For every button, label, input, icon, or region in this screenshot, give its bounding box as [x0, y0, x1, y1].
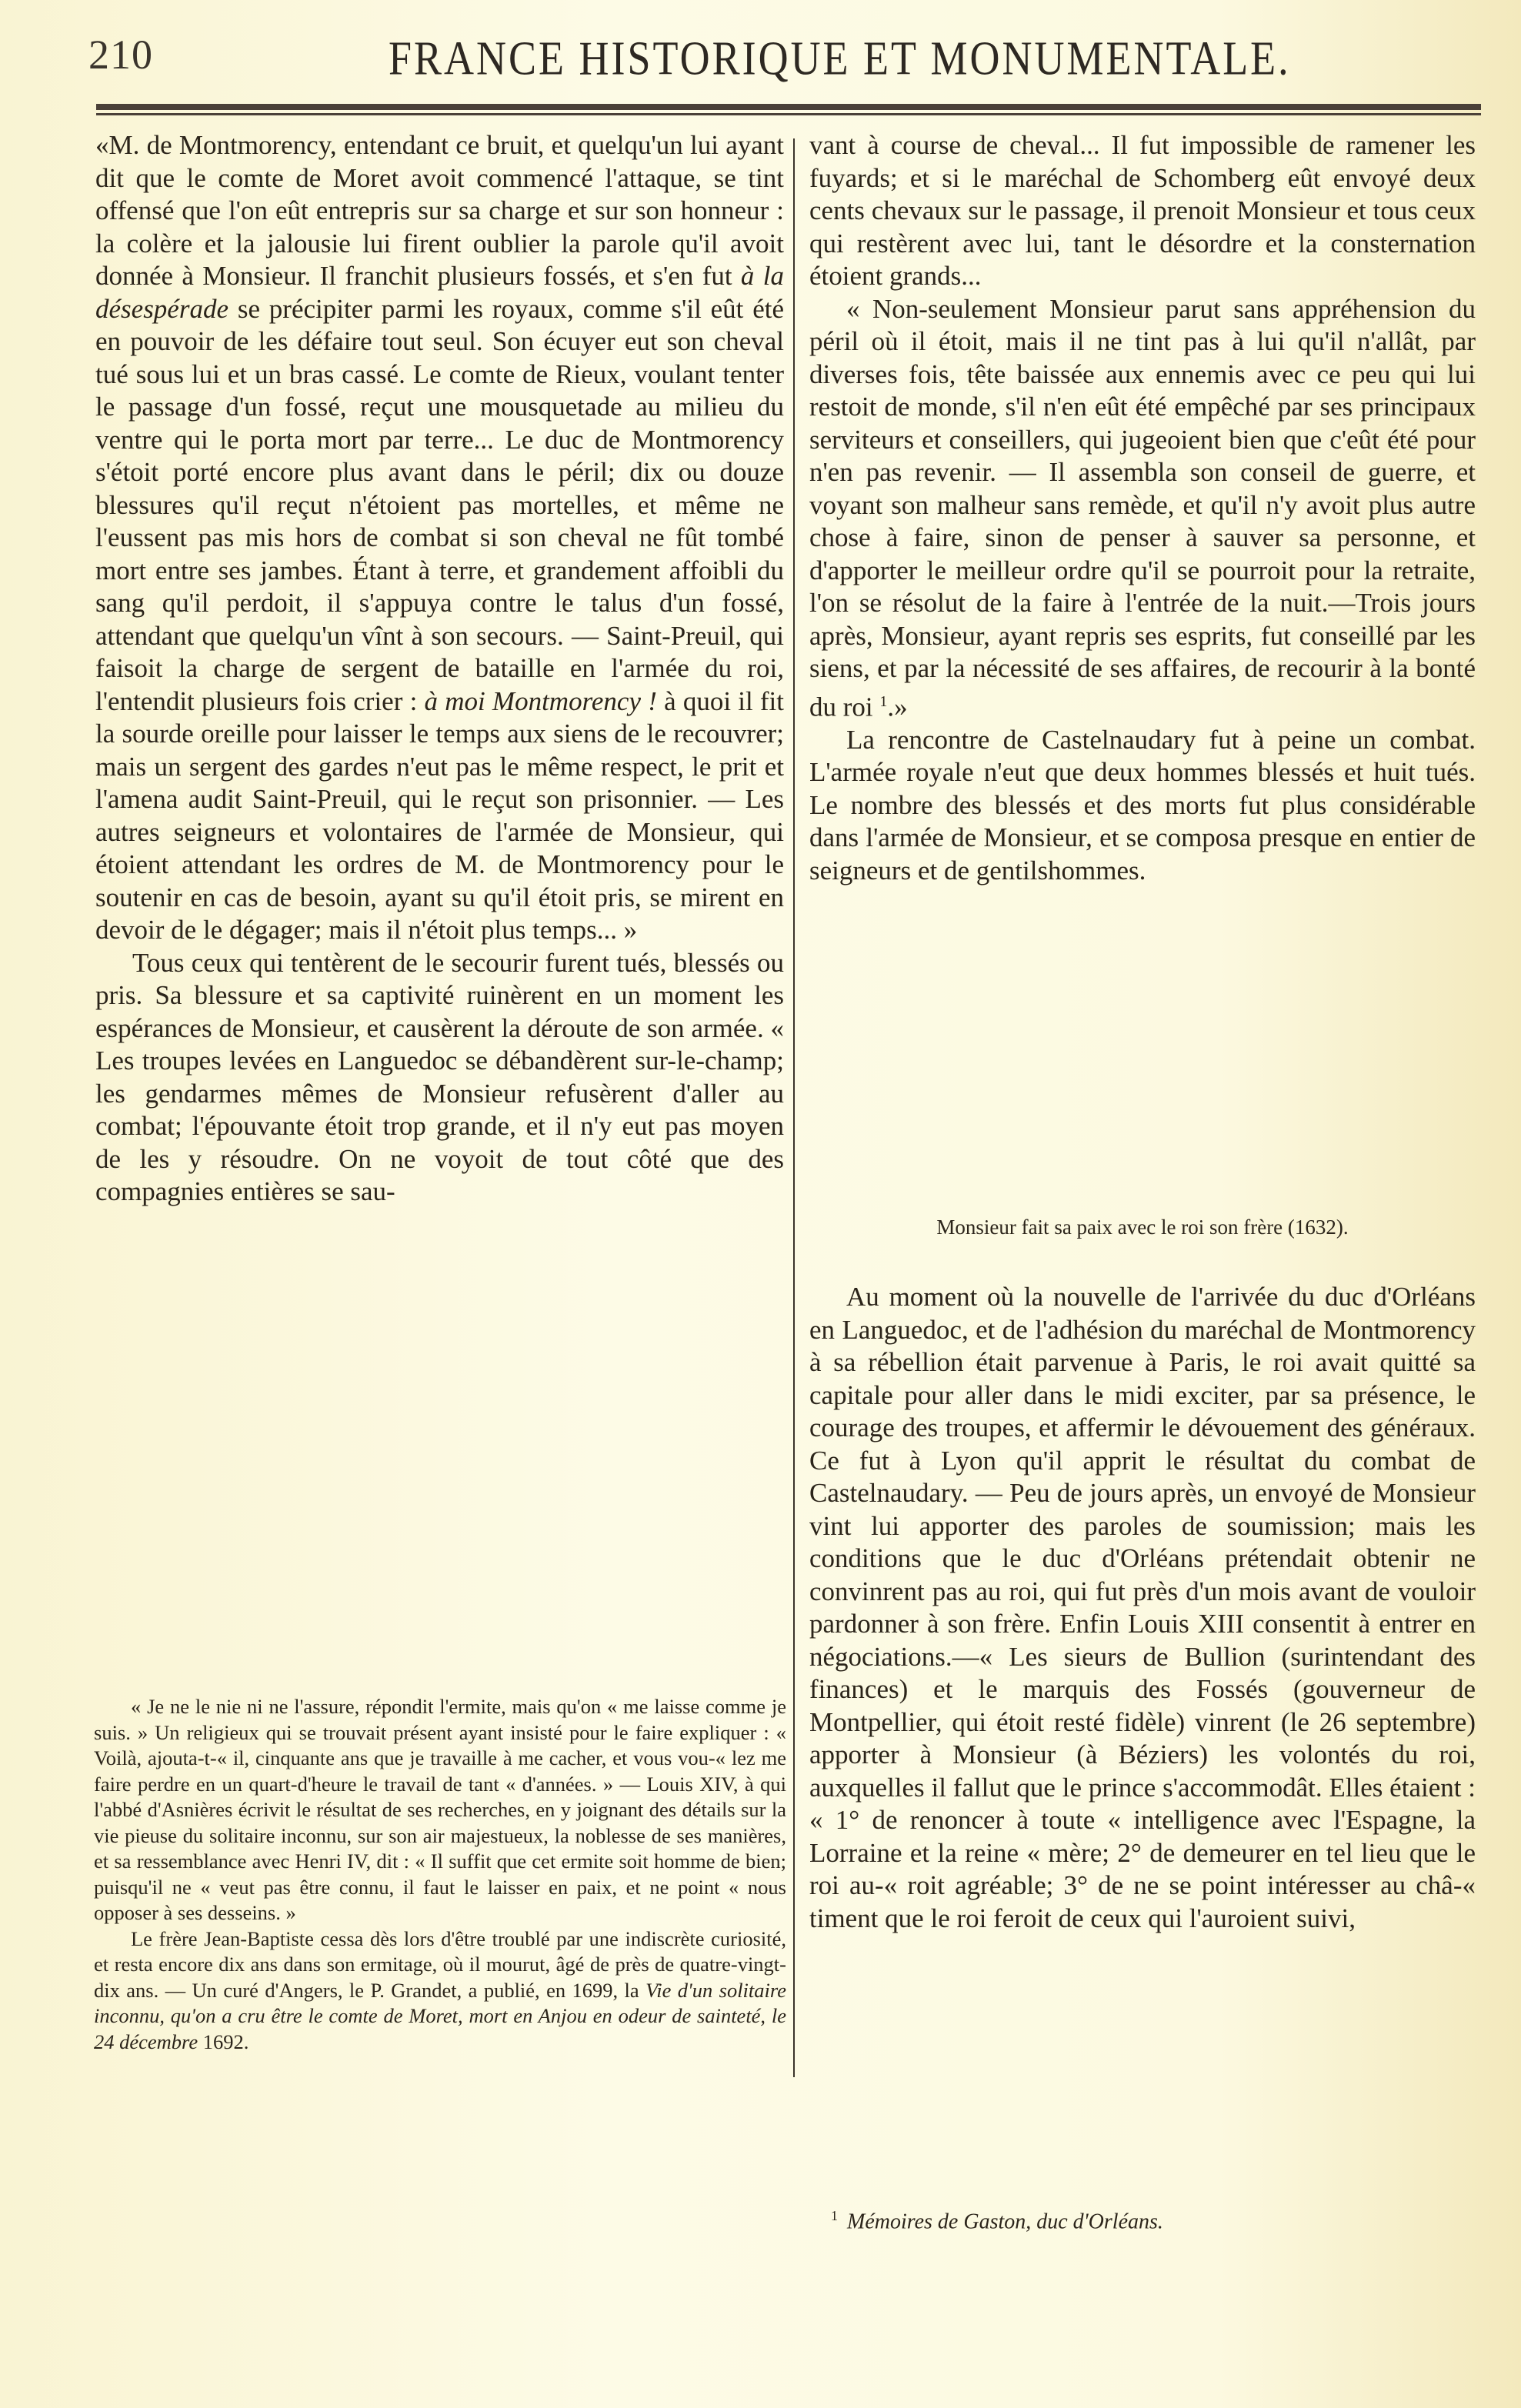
footnote-paragraph: Le frère Jean-Baptiste cessa dès lors d'être troublé par une indiscrète curiosité, et resta encore dix ans dans son ermitage, où il mourut, âgé de près de quatre-vingt-dix ans. — Un curé d'Angers, le P. Grandet, a publié, en 1699, la Vie d'un solitaire inconnu, qu'on a cru être le comte de Moret, mort en Anjou en odeur de sainteté, le 24 décembre 1692. [94, 1926, 786, 2053]
paragraph: « Non-seulement Monsieur parut sans appréhension du péril où il étoit, mais il ne tint pas à lui qu'il n'allât, par diverses fois, tête baissée aux ennemis avec ce peu qui lui restoit de monde, s'il n'en eût été empêché par ses principaux serviteurs et conseillers, qui jugeoient bien que c'eût été pour n'en pas revenir. — Il assembla son conseil de guerre, et voyant son malheur sans remède, et qu'il n'y avoit plus autre chose à faire, sinon de penser à sauver sa personne, et d'apporter le meilleur ordre qu'il se pourroit pour la retraite, l'on se résolut de la faire à l'entrée de la nuit.—Trois jours après, Monsieur, ayant repris ses esprits, fut conseillé par les siens, et par la nécessité de ses affaires, de recourir à la bonté du roi $^1$.» [809, 293, 1476, 722]
right-column-continued [809, 1281, 1476, 1935]
paragraph: «M. de Montmorency, entendant ce bruit, et quelqu'un lui ayant dit que le comte de Moret avoit commencé l'attaque, se tint offensé que l'on eût entrepris sur sa charge et sur son honneur : la colère et la jalousie lui firent oublier la parole qu'il avoit donnée à Monsieur. Il franchit plusieurs fossés, et s'en fut à la désespérade se précipiter parmi les royaux, comme s'il eût été en pouvoir de les défaire tout seul. Son écuyer eut son cheval tué sous lui et un bras cassé. Le comte de Rieux, voulant tenter le passage d'un fossé, reçut une mousquetade au milieu du ventre qui le porta mort par terre... Le duc de Montmorency s'étoit porté encore plus avant dans le péril; dix ou douze blessures qu'il reçut n'étoient pas mortelles, et même ne l'eussent pas mis hors de combat si son cheval ne fût tombé mort entre ses jambes. Étant à terre, et grandement affoibli du sang qu'il perdoit, il s'appuya contre le talus d'un fossé, attendant que quelqu'un vînt à son secours. — Saint-Preuil, qui faisoit la charge de sergent de bataille en l'armée du roi, l'entendit plusieurs fois crier : à moi Montmorency ! à quoi il fit la sourde oreille pour laisser le temps aux siens de le recouvrer; mais un sergent des gardes n'eut pas le même respect, le prit et l'amena audit Saint-Preuil, qui le reçut son prisonnier. — Les autres seigneurs et volontaires de l'armée de Monsieur, qui étoient attendant les ordres de M. de Montmorency pour le soutenir en cas de besoin, ayant su qu'il étoit pris, se mirent en devoir de le dégager; mais il n'étoit plus temps... » [95, 130, 785, 945]
header-rule-thin [96, 113, 1481, 115]
right-column [809, 129, 1476, 887]
paragraph: Au moment où la nouvelle de l'arrivée du duc d'Orléans en Languedoc, et de l'adhésion du maréchal de Montmorency à sa rébellion était parvenue à Paris, le roi avait quitté sa capitale pour aller dans le midi exciter, par sa présence, le courage des troupes, et affermir le dévouement des généraux. Ce fut à Lyon qu'il apprit le résultat du combat de Castelnaudary. — Peu de jours après, un envoyé de Monsieur vint lui apporter des paroles de soumission; mais les conditions que le duc d'Orléans prétendait obtenir ne convinrent pas au roi, qui fut près d'un mois avant de vouloir pardonner à son frère. Enfin Louis XIII consentit à entrer en négociations.—« Les sieurs de Bullion (surintendant des finances) et le marquis des Fossés (gouverneur de Montpellier, qui étoit resté fidèle) vinrent (le 26 septembre) apporter à Monsieur (à Béziers) les volontés du roi, auxquelles il fallut que le prince s'accommodât. Elles étaient : « 1° de renoncer à toute « intelligence avec l'Espagne, la Lorraine et la reine « mère; 2° de demeurer en tel lieu que le roi au-« roit agréable; 3° de ne se point intéresser au châ-« timent que le roi feroit de ceux qui l'auroient suivi, [809, 1282, 1476, 1933]
left-column [95, 129, 784, 1209]
footnote-text: Mémoires de Gaston, duc d'Orléans. [847, 2210, 1163, 2234]
paragraph: vant à course de cheval... Il fut impossible de ramener les fuyards; et si le maréchal de Schomberg eût envoyé deux cents chevaux sur le passage, il prenoit Monsieur et tous ceux qui restèrent avec lui, tant le désordre et la consternation étoient grands... [809, 130, 1476, 291]
column-divider [793, 138, 795, 2077]
paragraph: La rencontre de Castelnaudary fut à peine un combat. L'armée royale n'eut que deux hommes blessés et huit tués. Le nombre des blessés et des morts fut plus considérable dans l'armée de Monsieur, et se composa presque en entier de seigneurs et de gentilshommes. [809, 724, 1476, 885]
left-footnotes [94, 1694, 786, 2055]
book-title: Vie d'un solitaire inconnu, qu'on a cru être le comte de Moret, mort en Anjou en odeur de sainteté, le 24 décembre [94, 1978, 786, 2053]
footnote-paragraph: « Je ne le nie ni ne l'assure, répondit l'ermite, mais qu'on « me laisse comme je suis. » Un religieux qui se trouvait présent ayant insisté pour le faire expliquer : « Voilà, ajouta-t-« il, cinquante ans que je travaille à me cacher, et vous vou-« lez me faire perdre en un quart-d'heure le travail de tant « d'années. » — Louis XIV, à qui l'abbé d'Asnières écrivit le résultat de ses recherches, en y joignant des détails sur la vie pieuse du solitaire inconnu, sur son air majestueux, la noblesse de ses manières, et sa ressemblance avec Henri IV, dit : « Il suffit que cet ermite soit homme de bien; puisqu'il ne « veut pas être connu, il faut le laisser en paix, et ne point « nous opposer à ses desseins. » [94, 1695, 786, 1924]
section-heading: Monsieur fait sa paix avec le roi son frère (1632). [936, 1216, 1349, 1239]
footnote-reference[interactable]: 1 [879, 692, 888, 710]
italic-phrase: à moi Montmorency ! [424, 685, 657, 716]
page-number: 210 [88, 32, 153, 78]
page-header [88, 31, 1481, 85]
header-rule-thick [96, 104, 1481, 110]
italic-phrase: à la désespérade [95, 261, 784, 324]
footnote-marker: 1 [831, 2208, 838, 2223]
running-title: FRANCE HISTORIQUE ET MONUMENTALE. [389, 32, 1291, 85]
right-footnote [831, 2208, 1477, 2234]
paragraph: Tous ceux qui tentèrent de le secourir furent tués, blessés ou pris. Sa blessure et sa captivité ruinèrent en un moment les espérances de Monsieur, et causèrent la déroute de son armée. « Les troupes levées en Languedoc se débandèrent sur-le-champ; les gendarmes mêmes de Monsieur refusèrent d'aller au combat; l'épouvante étoit trop grande, et il n'y eut pas moyen de les y résoudre. On ne voyoit de tout côté que des compagnies entières se sau- [95, 947, 784, 1206]
